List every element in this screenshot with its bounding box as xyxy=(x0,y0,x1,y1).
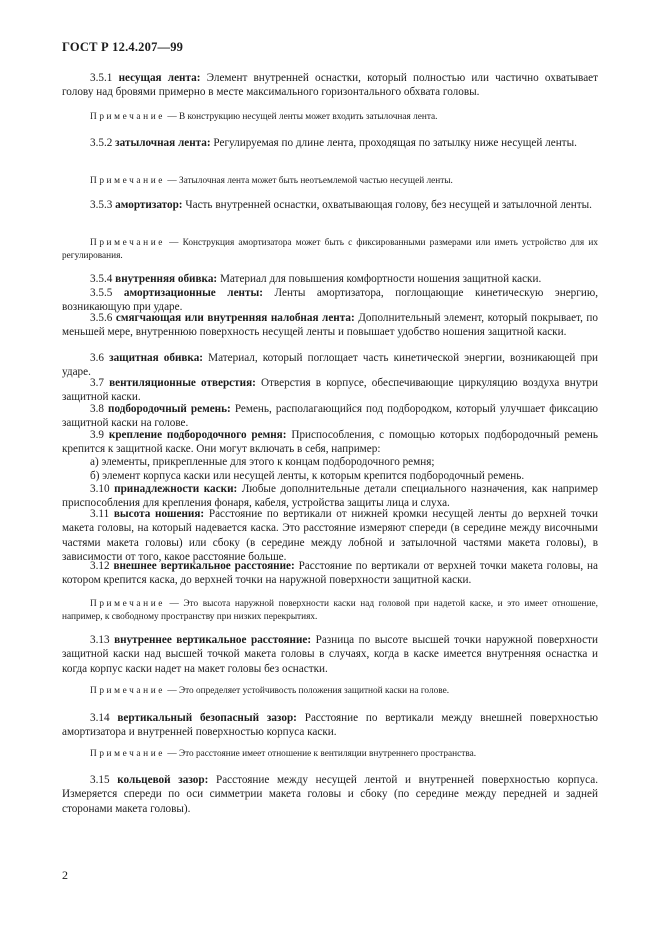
clause-3-5-3 xyxy=(62,198,598,212)
clause-text: Ремень, располагающийся под подбородком, который улучшает фиксацию защитной каски на голове. xyxy=(62,403,599,430)
clause-number: 3.13 xyxy=(90,634,110,646)
clause-number: 3.5.5 xyxy=(90,287,113,299)
clause-term: крепление подбородочного ремня: xyxy=(108,429,287,441)
clause-number: 3.5.6 xyxy=(90,312,113,324)
clause-number: 3.10 xyxy=(90,483,110,495)
clause-3-7 xyxy=(62,376,598,405)
clause-text: Ленты амортизатора, поглощающие кинетическую энергию, возникающую при ударе. xyxy=(62,287,598,314)
clause-text: Расстояние по вертикали от нижней кромки несущей ленты до верхней точки макета головы, на который надевается каска. Это расстояние измеряют спереди (в середине между височными частями макета головы) или сбоку (в середине между лобной и затылочной частями макета головы), в зависимости от того, какое расстояние больше. xyxy=(62,508,599,563)
clause-term: принадлежности каски: xyxy=(114,483,238,495)
clause-3-11 xyxy=(62,507,598,564)
clause-3-8 xyxy=(62,402,598,431)
note-label: Примечание xyxy=(90,238,165,248)
note-text: Конструкция амортизатора может быть с фиксированными размерами или иметь устройство для их регулирования. xyxy=(62,238,598,261)
note-label: Примечание xyxy=(90,112,165,122)
clause-text: Дополнительный элемент, который покрывает, по меньшей мере, внутреннюю поверхность несущей ленты и повышает удобство ношения защитной каски. xyxy=(62,312,598,339)
document-header: ГОСТ Р 12.4.207—99 xyxy=(62,40,184,54)
note-2: Примечание — Затылочная лента может быть неотъемлемой частью несущей ленты. xyxy=(90,176,453,186)
clause-text: Материал, который поглощает часть кинетической энергии, возникающей при ударе. xyxy=(62,352,599,379)
clause-text: Разница по высоте высшей точки наружной поверхности защитной каски над высшей точкой макета головы в случаях, когда в каске имеется внутренняя оснастка и когда корпус каски надет на макет головы без оснастки. xyxy=(62,634,598,675)
page-number: 2 xyxy=(62,868,68,882)
clause-3-15 xyxy=(62,773,598,816)
clause-term: высота ношения: xyxy=(113,508,205,520)
clause-3-14 xyxy=(62,711,598,740)
clause-text: Расстояние по вертикали от верхней точки макета головы, на котором крепится каска, до верхней точки на наружной поверхности защитной каски. xyxy=(62,560,599,587)
clause-text: Расстояние по вертикали между внешней поверхностью амортизатора и внутренней поверхностью корпуса каски. xyxy=(62,712,598,739)
clause-3-5-2 xyxy=(62,136,598,150)
clause-number: 3.7 xyxy=(90,377,104,389)
clause-text: Регулируемая по длине лента, проходящая по затылку ниже несущей ленты. xyxy=(213,137,577,149)
note-label: Примечание xyxy=(90,749,165,759)
note-1: Примечание — В конструкцию несущей ленты может входить затылочная лента. xyxy=(90,112,438,122)
clause-term: смягчающая или внутренняя налобная лента: xyxy=(115,312,355,324)
clause-3-12 xyxy=(62,559,598,588)
note-label: Примечание xyxy=(90,176,165,186)
clause-text: Приспособления, с помощью которых подбородочный ремень крепится к защитной каске. Они могут включать в себя, например: xyxy=(62,429,599,456)
clause-term: амортизационные ленты: xyxy=(123,287,263,299)
note-5: Примечание — Это определяет устойчивость положения защитной каски на голове. xyxy=(90,686,450,696)
clause-term: вертикальный безопасный зазор: xyxy=(117,712,297,724)
clause-term: несущая лента: xyxy=(118,72,201,84)
clause-number: 3.5.4 xyxy=(90,273,113,285)
note-6: Примечание — Это расстояние имеет отношение к вентиляции внутреннего пространства. xyxy=(90,749,477,759)
note-text: Это высота наружной поверхности каски над головой при надетой каске, и это имеет отношение, например, к свободному пространству при низких перекрытиях. xyxy=(62,599,598,622)
clause-number: 3.11 xyxy=(90,508,110,520)
clause-number: 3.9 xyxy=(90,429,104,441)
clause-number: 3.5.1 xyxy=(90,72,113,84)
clause-number: 3.5.3 xyxy=(90,199,113,211)
clause-text: Отверстия в корпусе, обеспечивающие циркуляцию воздуха внутри защитной каски. xyxy=(62,377,598,404)
clause-term: защитная обивка: xyxy=(109,352,204,364)
clause-3-9-b: б) элемент корпуса каски или несущей ленты, к которым крепится подбородочный ремень. xyxy=(90,470,525,482)
clause-number: 3.8 xyxy=(90,403,104,415)
clause-term: вентиляционные отверстия: xyxy=(109,377,256,389)
clause-3-9 xyxy=(62,428,598,457)
note-3: Примечание — Конструкция амортизатора может быть с фиксированными размерами или иметь устройство для их регулирования. xyxy=(62,238,598,261)
clause-term: подбородочный ремень: xyxy=(108,403,231,415)
clause-term: амортизатор: xyxy=(115,199,183,211)
clause-term: внутренняя обивка: xyxy=(115,273,218,285)
clause-text: Часть внутренней оснастки, охватывающая голову, без несущей и затылочной ленты. xyxy=(185,199,592,211)
clause-term: кольцевой зазор: xyxy=(117,774,209,786)
clause-text: Элемент внутренней оснастки, который полностью или частично охватывает голову над бровями примерно в месте максимального горизонтального обхвата головы. xyxy=(62,72,599,99)
note-4: Примечание — Это высота наружной поверхности каски над головой при надетой каске, и это имеет отношение, например, к свободному пространству при низких перекрытиях. xyxy=(62,599,598,622)
clause-text: Расстояние между несущей лентой и внутренней поверхностью корпуса. Измеряется спереди по оси симметрии макета головы и сбоку (по середине между передней и задней сторонами макета головы). xyxy=(62,774,598,815)
clause-3-5-4 xyxy=(62,272,598,286)
clause-3-5-6 xyxy=(62,311,598,340)
clause-3-5-1 xyxy=(62,71,598,100)
clause-text: Материал для повышения комфортности ношения защитной каски. xyxy=(219,273,542,285)
clause-term: внешнее вертикальное расстояние: xyxy=(113,560,295,572)
note-text: Это определяет устойчивость положения защитной каски на голове. xyxy=(178,686,450,696)
clause-number: 3.12 xyxy=(90,560,110,572)
clause-3-13 xyxy=(62,633,598,676)
clause-number: 3.5.2 xyxy=(90,137,113,149)
clause-number: 3.15 xyxy=(90,774,110,786)
note-label: Примечание xyxy=(90,599,165,609)
note-label: Примечание xyxy=(90,686,165,696)
clause-3-9-a: а) элементы, прикрепленные для этого к концам подбородочного ремня; xyxy=(90,456,435,468)
clause-text: Любые дополнительные детали специального назначения, как например приспособления для крепления фонаря, кабеля, устройства защиты лица и слуха. xyxy=(62,483,598,510)
clause-term: затылочная лента: xyxy=(115,137,211,149)
clause-number: 3.14 xyxy=(90,712,110,724)
clause-number: 3.6 xyxy=(90,352,104,364)
clause-term: внутреннее вертикальное расстояние: xyxy=(114,634,312,646)
note-text: В конструкцию несущей ленты может входить затылочная лента. xyxy=(178,112,438,122)
note-text: Это расстояние имеет отношение к вентиляции внутреннего пространства. xyxy=(178,749,477,759)
note-text: Затылочная лента может быть неотъемлемой частью несущей ленты. xyxy=(178,176,453,186)
